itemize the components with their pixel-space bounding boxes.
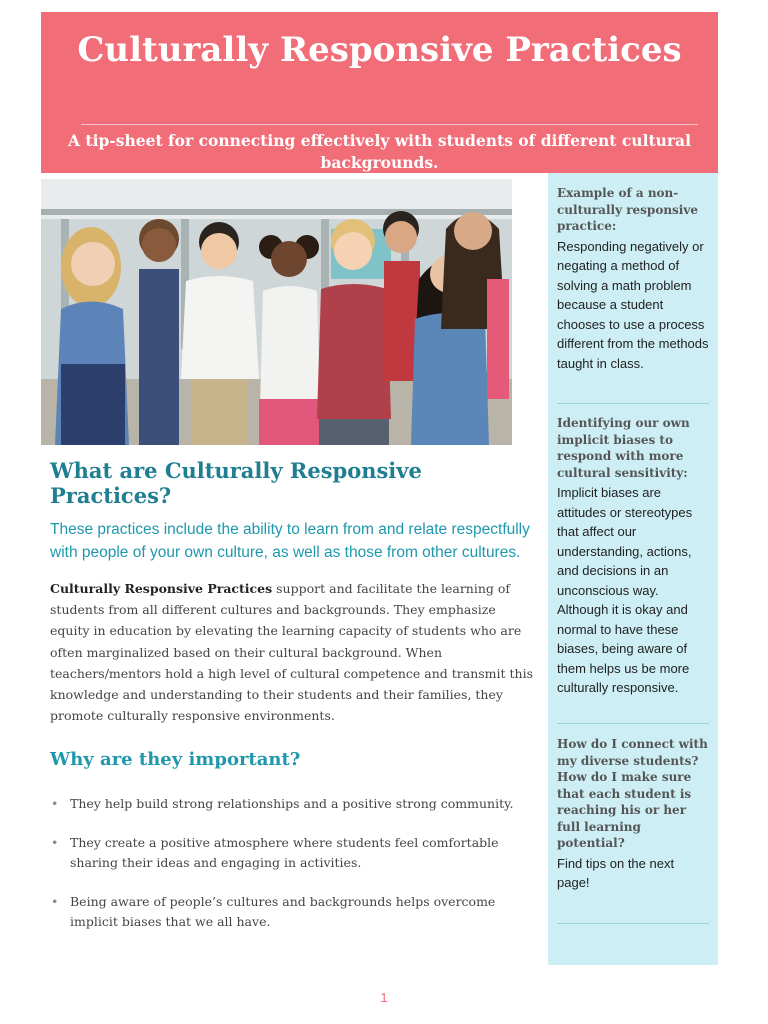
- sidebar-section-title: Identifying our own implicit biases to respond with more cultural sensitivity:: [557, 416, 690, 480]
- sidebar-divider: [557, 403, 709, 404]
- section-heading-why: Why are they important?: [50, 749, 301, 771]
- sidebar-section-connect: [557, 736, 709, 893]
- sidebar-section-title: Example of a non-culturally responsive practice:: [557, 186, 698, 233]
- body-paragraph: [50, 578, 535, 726]
- body-text: support and facilitate the learning of students from all different cultures and backgrounds. They emphasize equity in education by elevating the learning capacity of students who are often marginalized based on their cultural background. When teachers/mentors hold a high level of cultural competence and transmit this knowledge and understanding to their students and their families, they promote culturally responsive environments.: [50, 581, 534, 724]
- bullet-icon: •: [51, 835, 59, 851]
- students-photo: [41, 179, 512, 445]
- title-banner: [41, 12, 718, 173]
- lead-paragraph: These practices include the ability to learn from and relate respectfully with people of your own culture, as well as those from other cultures.: [50, 521, 530, 561]
- section-heading-what: What are Culturally Responsive Practices?: [50, 458, 422, 508]
- sidebar: [548, 173, 718, 965]
- bullet-icon: •: [51, 894, 59, 910]
- sidebar-divider: [557, 923, 709, 924]
- page-title: Culturally Responsive Practices: [77, 30, 682, 70]
- sidebar-section-example: [557, 185, 709, 373]
- sidebar-section-title: How do I connect with my diverse students? How do I make sure that each student is reaching his or her full learning potential?: [557, 737, 708, 850]
- sidebar-section-text: Find tips on the next page!: [557, 855, 675, 890]
- list-item: • Being aware of people’s cultures and backgrounds helps overcome implicit biases that we all have.: [51, 894, 496, 930]
- list-item: • They create a positive atmosphere where students feel comfortable sharing their ideas and engaging in activities.: [51, 835, 499, 871]
- main-content: [50, 458, 535, 951]
- sidebar-section-text: Responding negatively or negating a method of solving a math problem because a student chooses to use a process different from the methods taught in class.: [557, 238, 709, 371]
- sidebar-section-biases: [557, 415, 709, 698]
- sidebar-divider: [557, 723, 709, 724]
- banner-divider: [81, 124, 698, 125]
- bullet-icon: •: [51, 796, 59, 812]
- list-item: • They help build strong relationships and a positive strong community.: [50, 794, 535, 814]
- sidebar-section-text: Implicit biases are attitudes or stereotypes that affect our understanding, actions, and decisions in an unconscious way. Although it is okay and normal to have these biases, being aware of them helps us be more culturally responsive.: [557, 485, 693, 695]
- importance-list: [50, 794, 535, 932]
- body-bold-term: Culturally Responsive Practices: [50, 581, 273, 596]
- page-number: 1: [380, 990, 388, 1005]
- page-subtitle: A tip-sheet for connecting effectively with students of different cultural backgrounds.: [68, 131, 691, 172]
